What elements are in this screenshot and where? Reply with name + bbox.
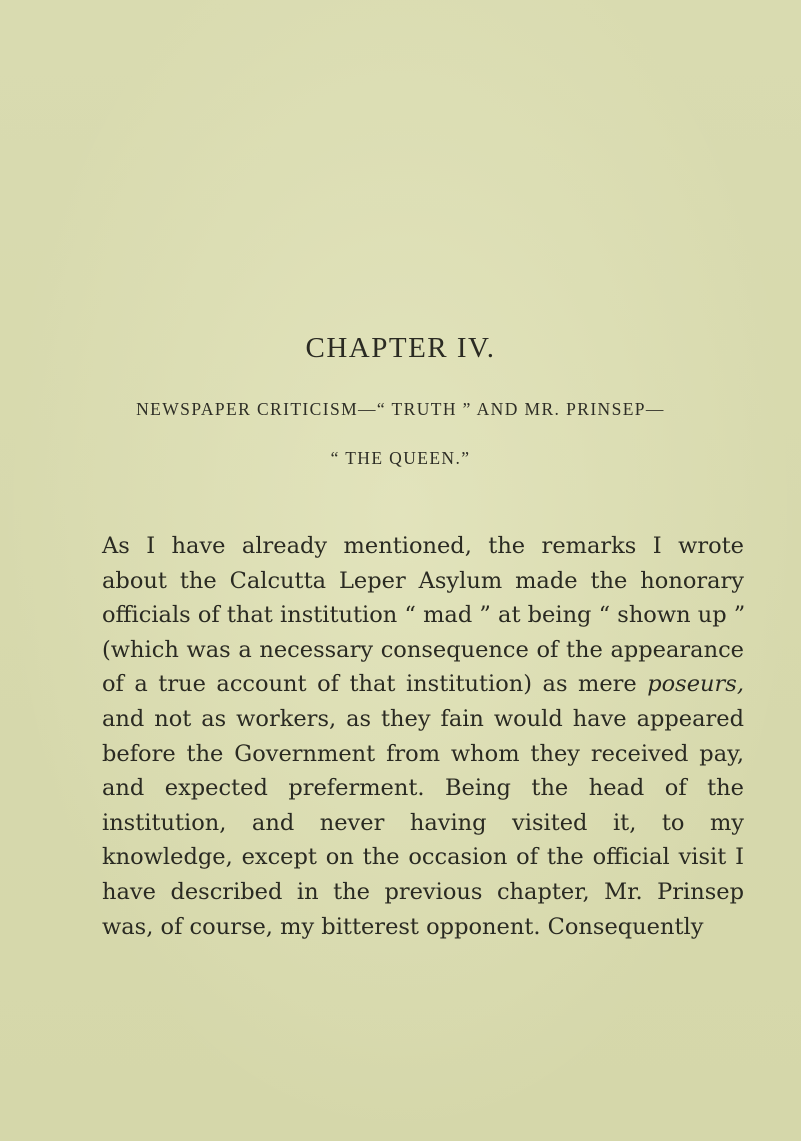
body-line: institution, and never having visited it, to my: [102, 809, 744, 836]
body-line-with-italic: [102, 667, 744, 702]
body-line: and not as workers, as they fain would have appeared: [102, 705, 744, 732]
italic-word: poseurs,: [647, 671, 744, 698]
body-line: have described in the previous chapter, Mr. Prinsep: [102, 878, 744, 905]
body-line: knowledge, except on the occasion of the official visit I: [102, 844, 744, 871]
body-line: officials of that institution “ mad ” at being “ shown up ”: [102, 602, 746, 629]
body-line-text: of a true account of that institution) as mere: [102, 671, 637, 698]
body-line: was, of course, my bitterest opponent. Consequently: [102, 913, 704, 940]
chapter-subtitle-line-2: “ THE QUEEN.”: [330, 448, 471, 468]
body-line: As I have already mentioned, the remarks I wrote: [102, 533, 744, 559]
body-paragraph: [102, 529, 744, 944]
body-line: before the Government from whom they received pay,: [102, 740, 744, 767]
chapter-title: CHAPTER IV.: [305, 332, 496, 364]
chapter-subtitle-line-1: NEWSPAPER CRITICISM—“ TRUTH ” AND MR. PRINSEP—: [136, 399, 665, 419]
body-line: about the Calcutta Leper Asylum made the honorary: [102, 567, 744, 594]
body-line: (which was a necessary consequence of the appearance: [102, 636, 744, 663]
body-line: and expected preferment. Being the head of the: [102, 775, 744, 802]
